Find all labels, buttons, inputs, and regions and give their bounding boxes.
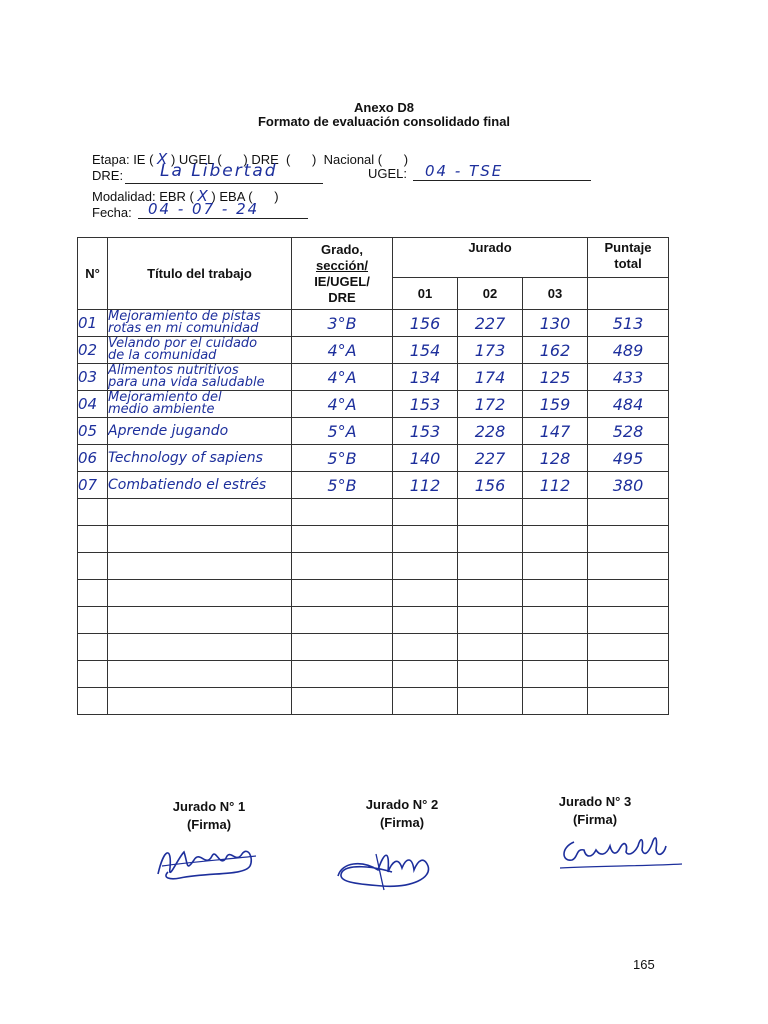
header-jury-03: 03 xyxy=(523,278,588,310)
row-title-line: Mejoramiento del xyxy=(108,390,222,405)
page-number: 165 xyxy=(633,957,655,972)
header-grade-line: IE/UGEL/ xyxy=(314,273,370,289)
empty-cell xyxy=(78,661,108,688)
row-grade: 5°B xyxy=(292,472,393,499)
empty-cell xyxy=(78,688,108,715)
empty-cell xyxy=(108,688,292,715)
row-grade: 4°A xyxy=(292,337,393,364)
empty-cell xyxy=(458,526,523,553)
ugel-underline xyxy=(413,180,591,181)
empty-cell xyxy=(588,580,669,607)
empty-cell xyxy=(78,499,108,526)
table-row xyxy=(78,391,669,418)
form-title: Formato de evaluación consolidado final xyxy=(257,114,511,129)
header-jury: Jurado xyxy=(393,238,588,278)
empty-cell xyxy=(292,499,393,526)
jury-1-label: Jurado N° 1 xyxy=(172,799,246,814)
empty-cell xyxy=(108,661,292,688)
dre-label: DRE: xyxy=(92,168,124,183)
row-score-03: 128 xyxy=(523,445,588,472)
empty-cell xyxy=(588,526,669,553)
row-title-line: Combatiendo el estrés xyxy=(108,477,267,493)
jury-1-sub: (Firma) xyxy=(186,817,232,832)
annex-label: Anexo D8 xyxy=(354,100,414,115)
signature-3 xyxy=(556,828,686,876)
row-title xyxy=(108,337,292,364)
row-score-02: 174 xyxy=(458,364,523,391)
row-title xyxy=(108,391,292,418)
row-score-02: 228 xyxy=(458,418,523,445)
row-total: 489 xyxy=(588,337,669,364)
row-total: 484 xyxy=(588,391,669,418)
empty-cell xyxy=(458,553,523,580)
row-score-01: 134 xyxy=(393,364,458,391)
table-row-empty xyxy=(78,526,669,553)
row-score-03: 159 xyxy=(523,391,588,418)
empty-cell xyxy=(78,580,108,607)
table-row-empty xyxy=(78,661,669,688)
row-grade: 4°A xyxy=(292,391,393,418)
empty-cell xyxy=(292,661,393,688)
row-title-line: para una vida saludable xyxy=(108,375,265,390)
empty-cell xyxy=(588,661,669,688)
empty-cell xyxy=(292,580,393,607)
ugel-label: UGEL: xyxy=(368,166,408,181)
row-number: 03 xyxy=(78,364,108,391)
empty-cell xyxy=(458,580,523,607)
empty-cell xyxy=(108,499,292,526)
jury-2-sub: (Firma) xyxy=(379,815,425,830)
empty-cell xyxy=(523,553,588,580)
row-score-01: 112 xyxy=(393,472,458,499)
dre-underline xyxy=(125,183,323,184)
empty-cell xyxy=(523,526,588,553)
row-score-02: 172 xyxy=(458,391,523,418)
empty-cell xyxy=(458,634,523,661)
modalidad-rest: ) EBA ( ) xyxy=(211,189,279,204)
row-title-line: Velando por el cuidado xyxy=(108,336,258,351)
header-grade-line: Grado, xyxy=(321,241,363,257)
jury-2-label: Jurado N° 2 xyxy=(365,797,439,812)
row-title-line: de la comunidad xyxy=(108,348,217,363)
row-title-line: Alimentos nutritivos xyxy=(108,363,239,378)
empty-cell xyxy=(523,499,588,526)
row-total: 380 xyxy=(588,472,669,499)
row-score-02: 173 xyxy=(458,337,523,364)
empty-cell xyxy=(108,607,292,634)
empty-cell xyxy=(78,553,108,580)
empty-cell xyxy=(523,634,588,661)
table-row xyxy=(78,418,669,445)
empty-cell xyxy=(393,499,458,526)
etapa-rest: ) UGEL ( ) DRE ( ) Nacional ( ) xyxy=(170,152,409,167)
empty-cell xyxy=(523,688,588,715)
row-title-line: rotas en mi comunidad xyxy=(108,321,259,336)
empty-cell xyxy=(393,580,458,607)
signature-1 xyxy=(150,838,265,886)
empty-cell xyxy=(393,661,458,688)
fecha-label: Fecha: xyxy=(92,205,132,220)
table-row xyxy=(78,472,669,499)
empty-cell xyxy=(78,526,108,553)
dre-value: La Libertad xyxy=(160,161,278,181)
header-jury-01: 01 xyxy=(393,278,458,310)
row-title-line: medio ambiente xyxy=(108,402,215,417)
empty-cell xyxy=(588,688,669,715)
jury-3-block xyxy=(525,793,665,829)
row-title xyxy=(108,418,292,445)
row-score-01: 153 xyxy=(393,391,458,418)
row-total: 495 xyxy=(588,445,669,472)
etapa-prefix: Etapa: IE ( xyxy=(92,152,154,167)
modalidad-prefix: Modalidad: EBR ( xyxy=(92,189,194,204)
row-title xyxy=(108,445,292,472)
row-grade: 3°B xyxy=(292,310,393,337)
row-title xyxy=(108,472,292,499)
row-score-01: 153 xyxy=(393,418,458,445)
header-total xyxy=(588,238,669,278)
row-number: 01 xyxy=(78,310,108,337)
jury-3-sub: (Firma) xyxy=(572,812,618,827)
empty-cell xyxy=(292,607,393,634)
fecha-underline xyxy=(138,218,308,219)
empty-cell xyxy=(292,634,393,661)
header-num: N° xyxy=(78,238,108,310)
evaluation-table xyxy=(77,237,669,715)
table-row xyxy=(78,310,669,337)
jury-1-block xyxy=(139,798,279,834)
empty-cell xyxy=(523,580,588,607)
header-total-line: Puntaje xyxy=(604,240,652,255)
ugel-value: 04 - TSE xyxy=(425,162,504,180)
header-grade-line: sección/ xyxy=(315,257,369,273)
header-total-line: total xyxy=(614,256,642,271)
empty-cell xyxy=(393,634,458,661)
empty-cell xyxy=(588,634,669,661)
row-title-line: Technology of sapiens xyxy=(108,450,263,466)
empty-cell xyxy=(108,553,292,580)
row-total: 433 xyxy=(588,364,669,391)
row-title xyxy=(108,364,292,391)
row-number: 02 xyxy=(78,337,108,364)
fecha-value: 04 - 07 - 24 xyxy=(148,200,260,218)
jury-2-block xyxy=(332,796,472,832)
signature-2 xyxy=(332,842,437,894)
row-number: 04 xyxy=(78,391,108,418)
empty-cell xyxy=(393,688,458,715)
row-score-01: 154 xyxy=(393,337,458,364)
row-score-03: 162 xyxy=(523,337,588,364)
empty-cell xyxy=(523,661,588,688)
row-title-line: Mejoramiento de pistas xyxy=(108,309,261,324)
row-grade: 5°A xyxy=(292,418,393,445)
empty-cell xyxy=(108,526,292,553)
empty-cell xyxy=(523,607,588,634)
table-row-empty xyxy=(78,499,669,526)
etapa-mark: X xyxy=(157,150,168,168)
row-number: 06 xyxy=(78,445,108,472)
empty-cell xyxy=(108,580,292,607)
empty-cell xyxy=(393,553,458,580)
empty-cell xyxy=(458,688,523,715)
table-row-empty xyxy=(78,634,669,661)
row-score-02: 227 xyxy=(458,310,523,337)
table-row-empty xyxy=(78,607,669,634)
header-title: Título del trabajo xyxy=(108,238,292,310)
row-number: 05 xyxy=(78,418,108,445)
header-grade xyxy=(292,238,393,310)
row-score-02: 156 xyxy=(458,472,523,499)
empty-cell xyxy=(393,526,458,553)
table-row xyxy=(78,337,669,364)
row-title xyxy=(108,310,292,337)
row-grade: 5°B xyxy=(292,445,393,472)
header-jury-02: 02 xyxy=(458,278,523,310)
row-score-02: 227 xyxy=(458,445,523,472)
empty-cell xyxy=(588,607,669,634)
header-grade-line: DRE xyxy=(328,289,356,305)
empty-cell xyxy=(78,607,108,634)
table-row-empty xyxy=(78,553,669,580)
row-total: 513 xyxy=(588,310,669,337)
row-score-03: 112 xyxy=(523,472,588,499)
row-score-03: 125 xyxy=(523,364,588,391)
empty-cell xyxy=(458,607,523,634)
empty-cell xyxy=(292,688,393,715)
table-body xyxy=(78,310,669,715)
row-score-01: 156 xyxy=(393,310,458,337)
empty-cell xyxy=(78,634,108,661)
table-row xyxy=(78,445,669,472)
row-score-01: 140 xyxy=(393,445,458,472)
row-grade: 4°A xyxy=(292,364,393,391)
empty-cell xyxy=(588,499,669,526)
empty-cell xyxy=(393,607,458,634)
empty-cell xyxy=(458,661,523,688)
row-number: 07 xyxy=(78,472,108,499)
table-row-empty xyxy=(78,688,669,715)
row-score-03: 147 xyxy=(523,418,588,445)
table-row-empty xyxy=(78,580,669,607)
jury-3-label: Jurado N° 3 xyxy=(558,794,632,809)
table-row xyxy=(78,364,669,391)
empty-cell xyxy=(458,499,523,526)
empty-cell xyxy=(588,553,669,580)
empty-cell xyxy=(292,526,393,553)
header-total-blank xyxy=(588,278,669,310)
row-score-03: 130 xyxy=(523,310,588,337)
modalidad-mark: X xyxy=(197,187,208,205)
empty-cell xyxy=(108,634,292,661)
row-title-line: Aprende jugando xyxy=(108,423,229,439)
row-total: 528 xyxy=(588,418,669,445)
empty-cell xyxy=(292,553,393,580)
